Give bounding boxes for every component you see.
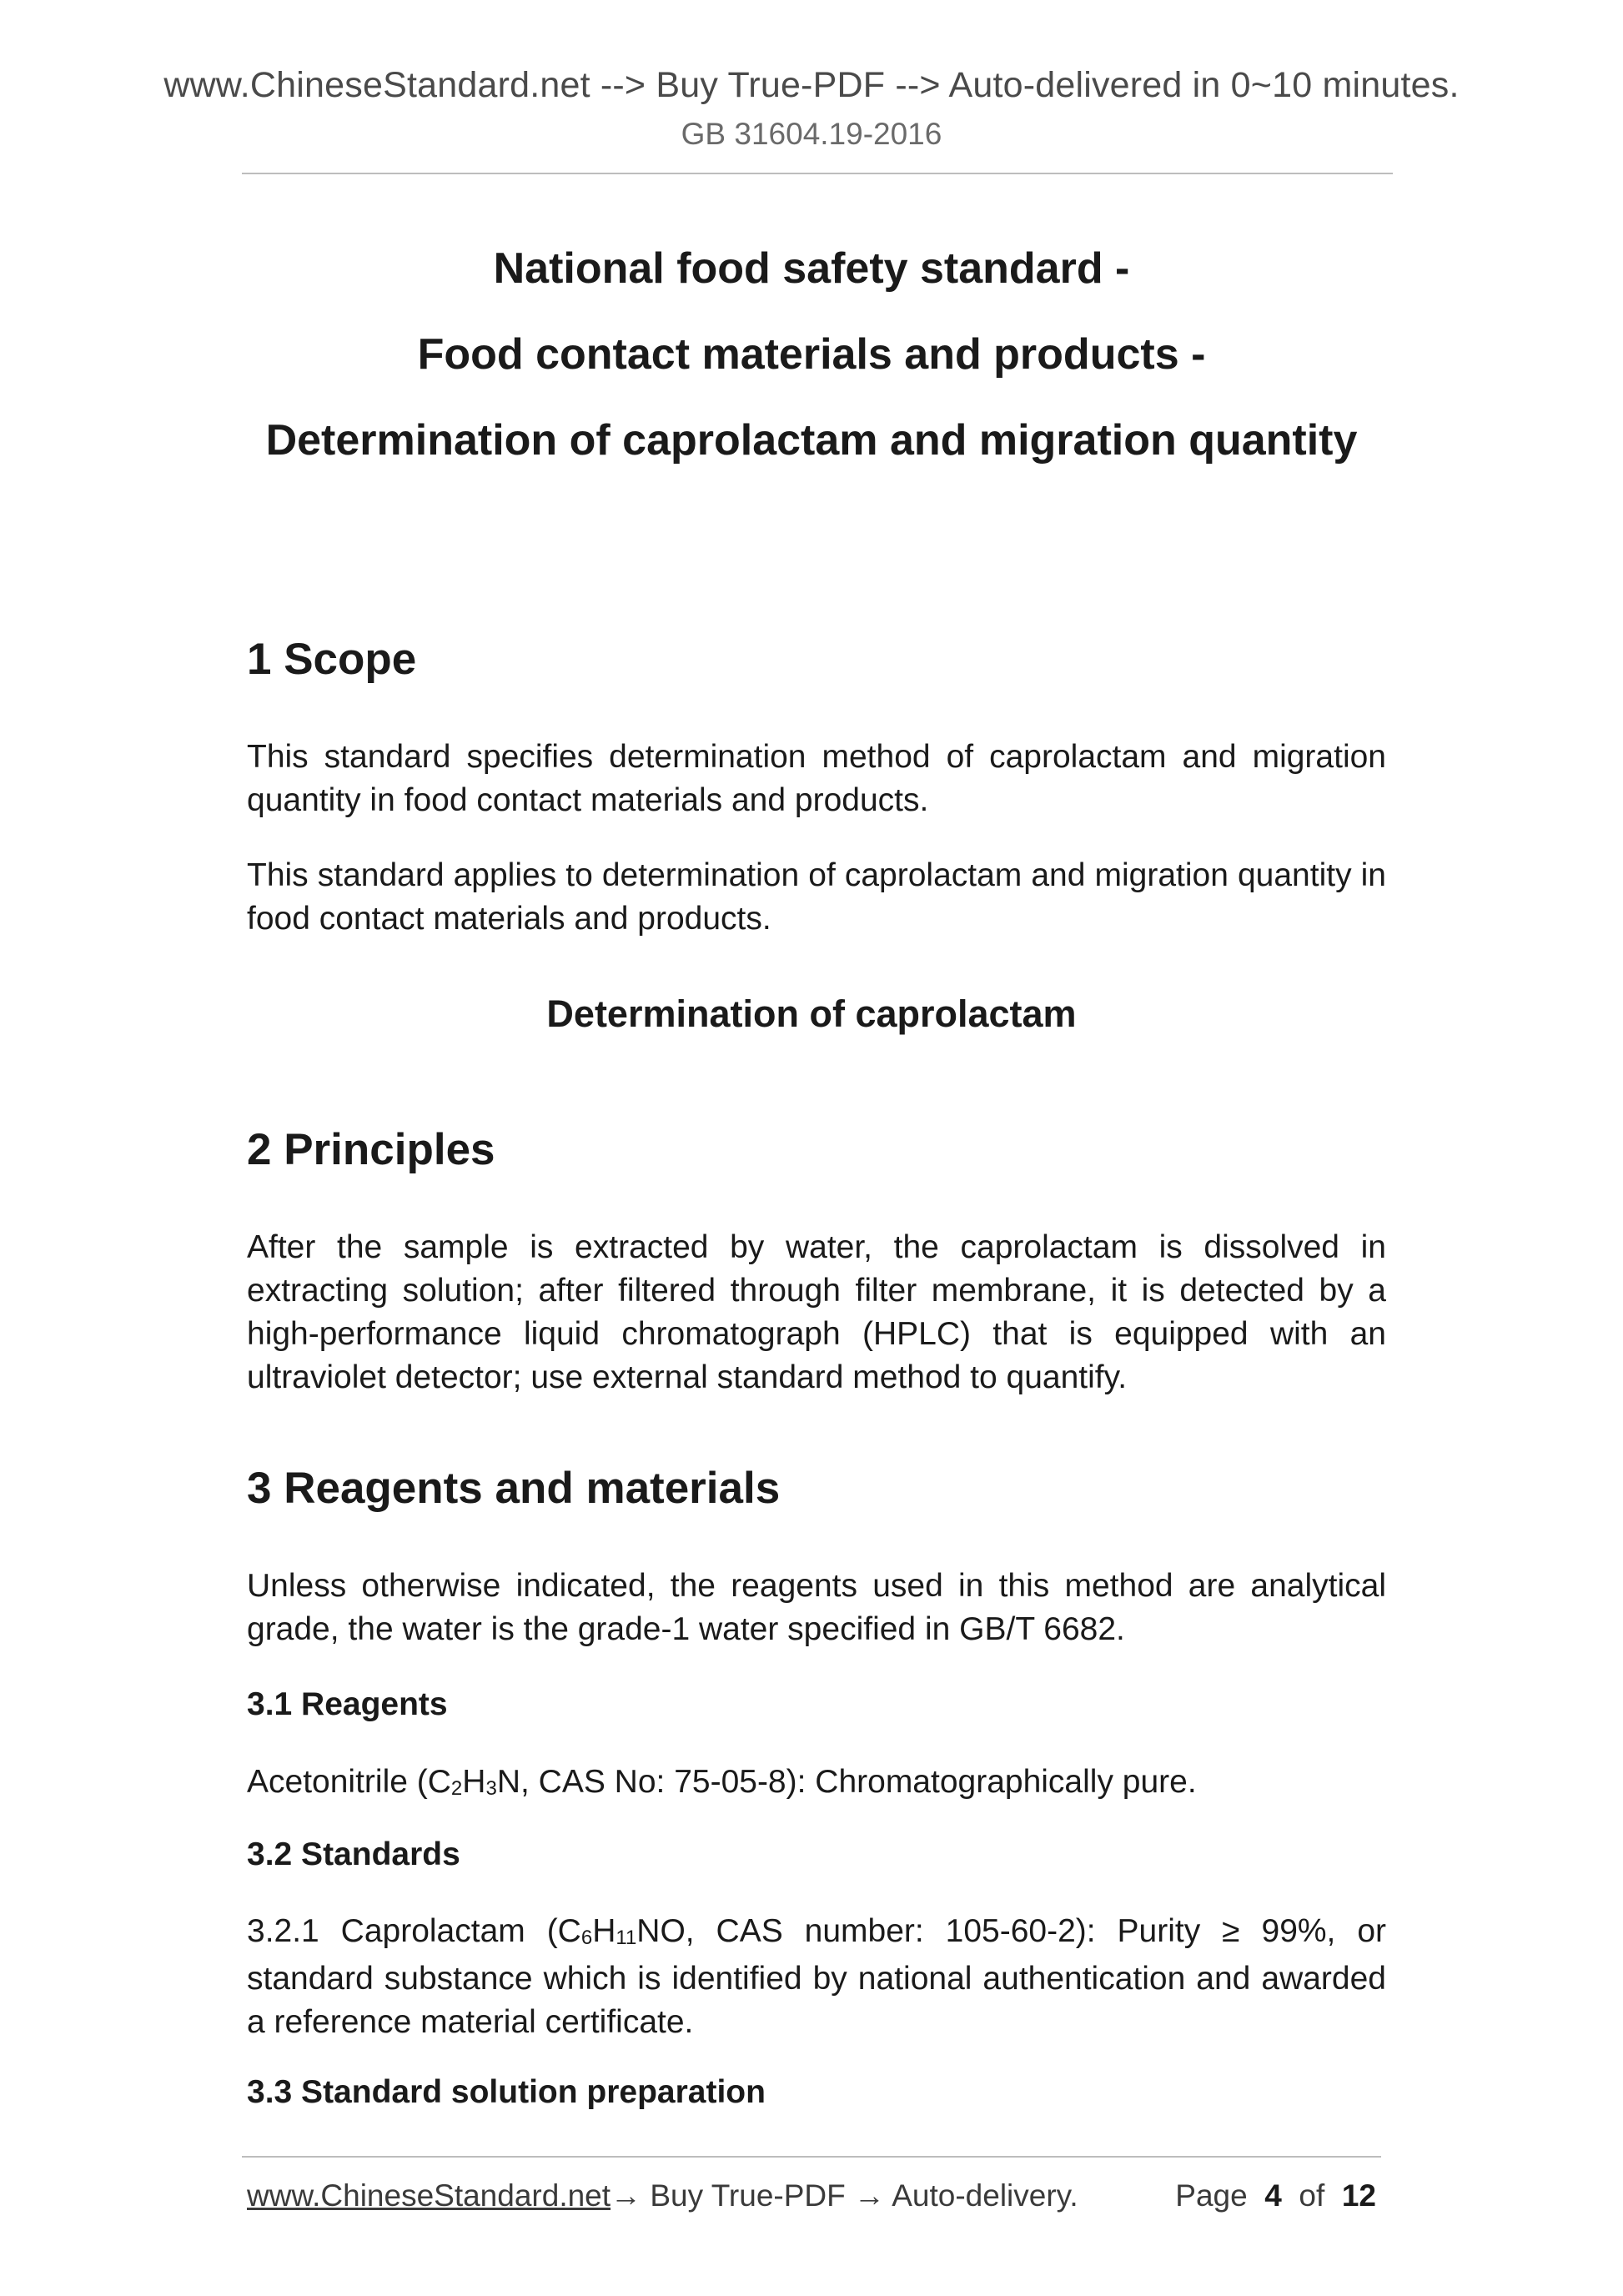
- title-line-3: Determination of caprolactam and migration quantity: [265, 416, 1358, 465]
- scope-heading: 1 Scope: [247, 635, 417, 684]
- reagents-paragraph: Unless otherwise indicated, the reagents used in this method are analytical grade, the water is the grade-1 water specified in GB/T 6682.: [247, 1568, 1386, 1647]
- title-line-1: National food safety standard -: [493, 244, 1130, 293]
- footer-site-link[interactable]: www.ChineseStandard.net: [247, 2178, 611, 2213]
- page-indicator: Page 4 of 12: [1175, 2178, 1376, 2213]
- footer-text: → Buy True-PDF → Auto-delivery.: [611, 2178, 1078, 2213]
- standards-subheading: 3.2 Standards: [247, 1836, 460, 1872]
- page-number: 4: [1264, 2178, 1282, 2213]
- scope-paragraph-1: This standard specifies determination method of caprolactam and migration quantity in food contact materials and products.: [247, 739, 1386, 818]
- standard-solution-subheading: 3.3 Standard solution preparation: [247, 2074, 766, 2110]
- reagents-subheading: 3.1 Reagents: [247, 1686, 448, 1722]
- part-heading: Determination of caprolactam: [546, 992, 1077, 1035]
- header-banner: www.ChineseStandard.net --> Buy True-PDF --> Auto-delivered in 0~10 minutes.: [163, 65, 1460, 105]
- footer-divider: [242, 2156, 1381, 2158]
- header-divider: [242, 173, 1393, 174]
- title-line-2: Food contact materials and products -: [417, 330, 1206, 379]
- principles-paragraph: After the sample is extracted by water, the caprolactam is dissolved in extracting solution; after filtered through filter membrane, it is detected by a high-performance liquid chromatograph (HPLC) that is equipped with an ultraviolet detector; use external standard method to quantify.: [247, 1229, 1386, 1395]
- scope-paragraph-2: This standard applies to determination of caprolactam and migration quantity in food contact materials and products.: [247, 857, 1386, 937]
- page-total: 12: [1341, 2178, 1376, 2213]
- principles-heading: 2 Principles: [247, 1125, 495, 1174]
- caprolactam-paragraph: 3.2.1 Caprolactam ($C_6H_{11}NO$, CAS number: 105-60-2): Purity ≥ 99%, or standard substance which is identified by national authentication and awarded a reference material certificate.: [247, 1913, 1386, 2040]
- reagents-heading: 3 Reagents and materials: [247, 1464, 781, 1513]
- acetonitrile-line: Acetonitrile ($C_2H_3N$, CAS No: 75-05-8): Chromatographically pure.: [247, 1764, 1197, 1800]
- header-doc-id: GB 31604.19-2016: [681, 117, 942, 151]
- footer: [247, 2178, 1386, 2213]
